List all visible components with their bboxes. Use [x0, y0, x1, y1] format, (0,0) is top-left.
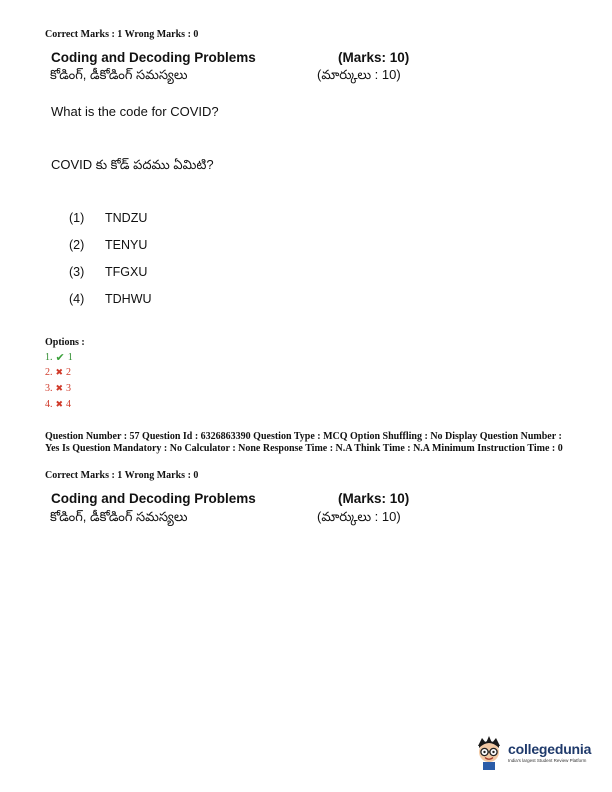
- cross-icon: ✖: [55, 383, 64, 394]
- option-result-value: 1: [67, 352, 73, 363]
- logo-text-group: [508, 741, 591, 763]
- section-title: Coding and Decoding Problems: [51, 491, 256, 506]
- option-number: (3): [69, 265, 85, 279]
- option-result-value: 3: [66, 383, 72, 394]
- option-text: TNDZU: [105, 211, 148, 225]
- logo-name: [508, 741, 591, 757]
- section-marks: (Marks: 10): [338, 50, 410, 65]
- question-text-telugu: COVID కు కోడ్ పదము ఏమిటి?: [51, 157, 214, 172]
- collegedunia-logo: [474, 734, 591, 770]
- cross-icon: ✖: [55, 367, 64, 378]
- option-number: (2): [69, 238, 85, 252]
- option-result-label: 1.: [45, 352, 53, 363]
- option-text: TENYU: [105, 238, 148, 252]
- section-marks: (Marks: 10): [338, 491, 410, 506]
- cross-icon: ✖: [55, 399, 64, 410]
- logo-tagline: India's largest Student Review Platform: [508, 758, 587, 763]
- check-icon: ✔: [55, 351, 65, 364]
- option-result-value: 4: [66, 399, 72, 410]
- logo-name-main: collegedunia: [508, 741, 592, 757]
- option-result-label: 3.: [45, 383, 53, 394]
- question-info: Question Number : 57 Question Id : 6326863390 Question Type : MCQ Option Shuffling : No Display Question Number : Yes Is Question Mandatory : No Calculator : None Response Time : N.A Think Time : N.A Minimum Instruction Time : 0: [45, 431, 563, 454]
- mascot-icon: [474, 734, 504, 770]
- option-result-wrong: [45, 399, 71, 410]
- question-text: What is the code for COVID?: [51, 104, 219, 119]
- options-heading: Options :: [45, 337, 85, 348]
- section-marks-telugu: (మార్కులు : 10): [317, 67, 401, 82]
- option-result-correct: [45, 351, 73, 364]
- section-title-telugu: కోడింగ్, డీకోడింగ్ సమస్యలు: [50, 509, 188, 524]
- option-number: (1): [69, 211, 85, 225]
- section-title-telugu: కోడింగ్, డీకోడింగ్ సమస్యలు: [50, 67, 188, 82]
- option-result-label: 4.: [45, 399, 53, 410]
- option-result-label: 2.: [45, 367, 53, 378]
- correct-marks-line: Correct Marks : 1 Wrong Marks : 0: [45, 29, 199, 40]
- section-title: Coding and Decoding Problems: [51, 50, 256, 65]
- option-result-wrong: [45, 367, 71, 378]
- option-text: TFGXU: [105, 265, 148, 279]
- option-text: TDHWU: [105, 292, 152, 306]
- option-result-value: 2: [66, 367, 72, 378]
- correct-marks-line: Correct Marks : 1 Wrong Marks : 0: [45, 470, 199, 481]
- option-result-wrong: [45, 383, 71, 394]
- option-number: (4): [69, 292, 85, 306]
- section-marks-telugu: (మార్కులు : 10): [317, 509, 401, 524]
